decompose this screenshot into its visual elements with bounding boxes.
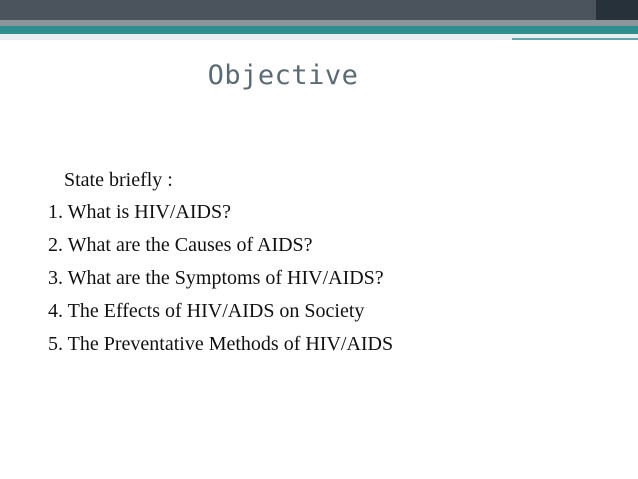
list-item: 4. The Effects of HIV/AIDS on Society [48, 300, 365, 322]
banner-corner-line [512, 38, 638, 40]
slide-body [48, 170, 608, 367]
list-item: 5. The Preventative Methods of HIV/AIDS [48, 333, 394, 355]
intro-text: State briefly : [64, 169, 173, 191]
header-banner [0, 0, 638, 46]
list-item: 1. What is HIV/AIDS? [48, 201, 231, 223]
list-item: 2. What are the Causes of AIDS? [48, 234, 313, 256]
slide-title: Objective [207, 60, 359, 91]
banner-dark-band [0, 0, 638, 20]
banner-corner-block [596, 0, 638, 20]
list-item: 3. What are the Symptoms of HIV/AIDS? [48, 267, 384, 289]
objective-list [48, 202, 608, 354]
banner-teal-band [0, 26, 638, 34]
